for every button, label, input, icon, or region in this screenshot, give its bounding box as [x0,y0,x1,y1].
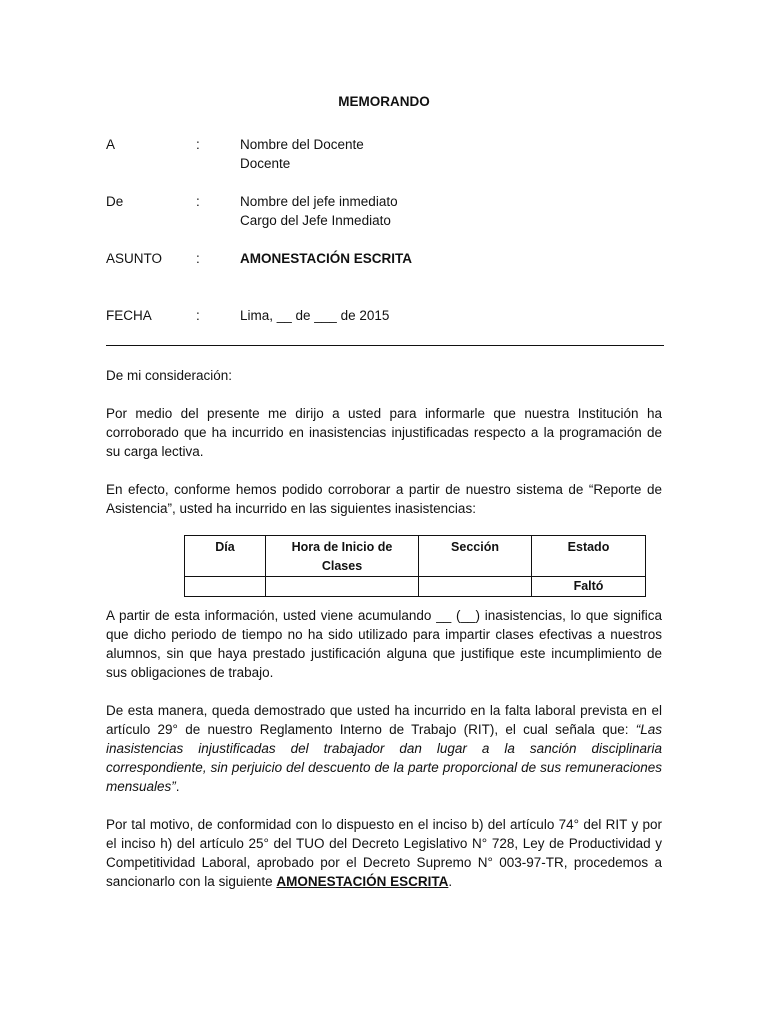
table-header-row [185,536,646,577]
greeting [106,366,662,385]
to-name: Nombre del Docente [240,137,364,152]
to-label: A [106,137,116,152]
table-row [185,577,646,597]
sanction-emphasis: AMONESTACIÓN ESCRITA [276,874,449,889]
paragraph-1-text: Por medio del presente me dirijo a usted para informarle que nuestra Institución ha corroborado que ha incurrido en inasistencias injustificadas respecto a la programación de su carga lectiva. [106,406,662,459]
table-header-section: Sección [419,536,532,577]
date-label: FECHA [106,308,152,323]
paragraph-4-end: . [175,779,180,794]
subject-value: AMONESTACIÓN ESCRITA [240,251,412,266]
from-name: Nombre del jefe inmediato [240,194,398,209]
rit-quote: “Las inasistencias injustificadas del trabajador dan lugar a la sanción disciplinaria correspondiente, sin perjuicio del descuento de la parte proporcional de sus remuneraciones mensuales” [106,722,662,794]
table-header-day: Día [185,536,266,577]
paragraph-3-text: A partir de esta información, usted viene acumulando __ (__) inasistencias, lo que significa que dicho periodo de tiempo no ha sido utilizado para impartir clases efectivas a nuestros alumnos, sin que haya prestado justificación alguna que justifique este incumplimiento de sus obligaciones de trabajo. [106,608,662,680]
date-colon: : [196,308,200,323]
to-position: Docente [240,156,291,171]
subject-label: ASUNTO [106,251,163,266]
table-header-start-time: Hora de Inicio de Clases [266,536,419,577]
table-cell-section [419,577,532,597]
greeting-text: De mi consideración: [106,368,233,383]
to-colon: : [196,137,200,152]
paragraph-1 [106,404,662,461]
date-value: Lima, __ de ___ de 2015 [240,308,390,323]
from-position: Cargo del Jefe Inmediato [240,213,391,228]
subject-colon: : [196,251,200,266]
memo-title: MEMORANDO [338,94,430,109]
table-cell-status: Faltó [532,577,646,597]
paragraph-2 [106,480,662,518]
paragraph-5-end: . [448,874,453,889]
paragraph-5 [106,815,662,891]
paragraph-3 [106,606,662,682]
table-cell-day [185,577,266,597]
paragraph-4 [106,701,662,796]
from-label: De [106,194,124,209]
header-divider [106,345,664,346]
paragraph-4-text: De esta manera, queda demostrado que usted ha incurrido en la falta laboral prevista en el artículo 29° de nuestro Reglamento Interno de Trabajo (RIT), el cual señala que: [106,703,662,737]
table-cell-start-time [266,577,419,597]
absences-table [184,535,646,597]
paragraph-5-text: Por tal motivo, de conformidad con lo dispuesto en el inciso b) del artículo 74° del RIT y por el inciso h) del artículo 25° del TUO del Decreto Legislativo N° 728, Ley de Productividad y Competitividad Laboral, aprobado por el Decreto Supremo N° 003-97-TR, procedemos a sancionarlo con la siguiente [106,817,662,889]
from-colon: : [196,194,200,209]
paragraph-2-text: En efecto, conforme hemos podido corroborar a partir de nuestro sistema de “Reporte de Asistencia”, usted ha incurrido en las siguientes inasistencias: [106,482,662,516]
paragraph-5-content [106,815,662,891]
table-header-status: Estado [532,536,646,577]
paragraph-4-content [106,701,662,796]
